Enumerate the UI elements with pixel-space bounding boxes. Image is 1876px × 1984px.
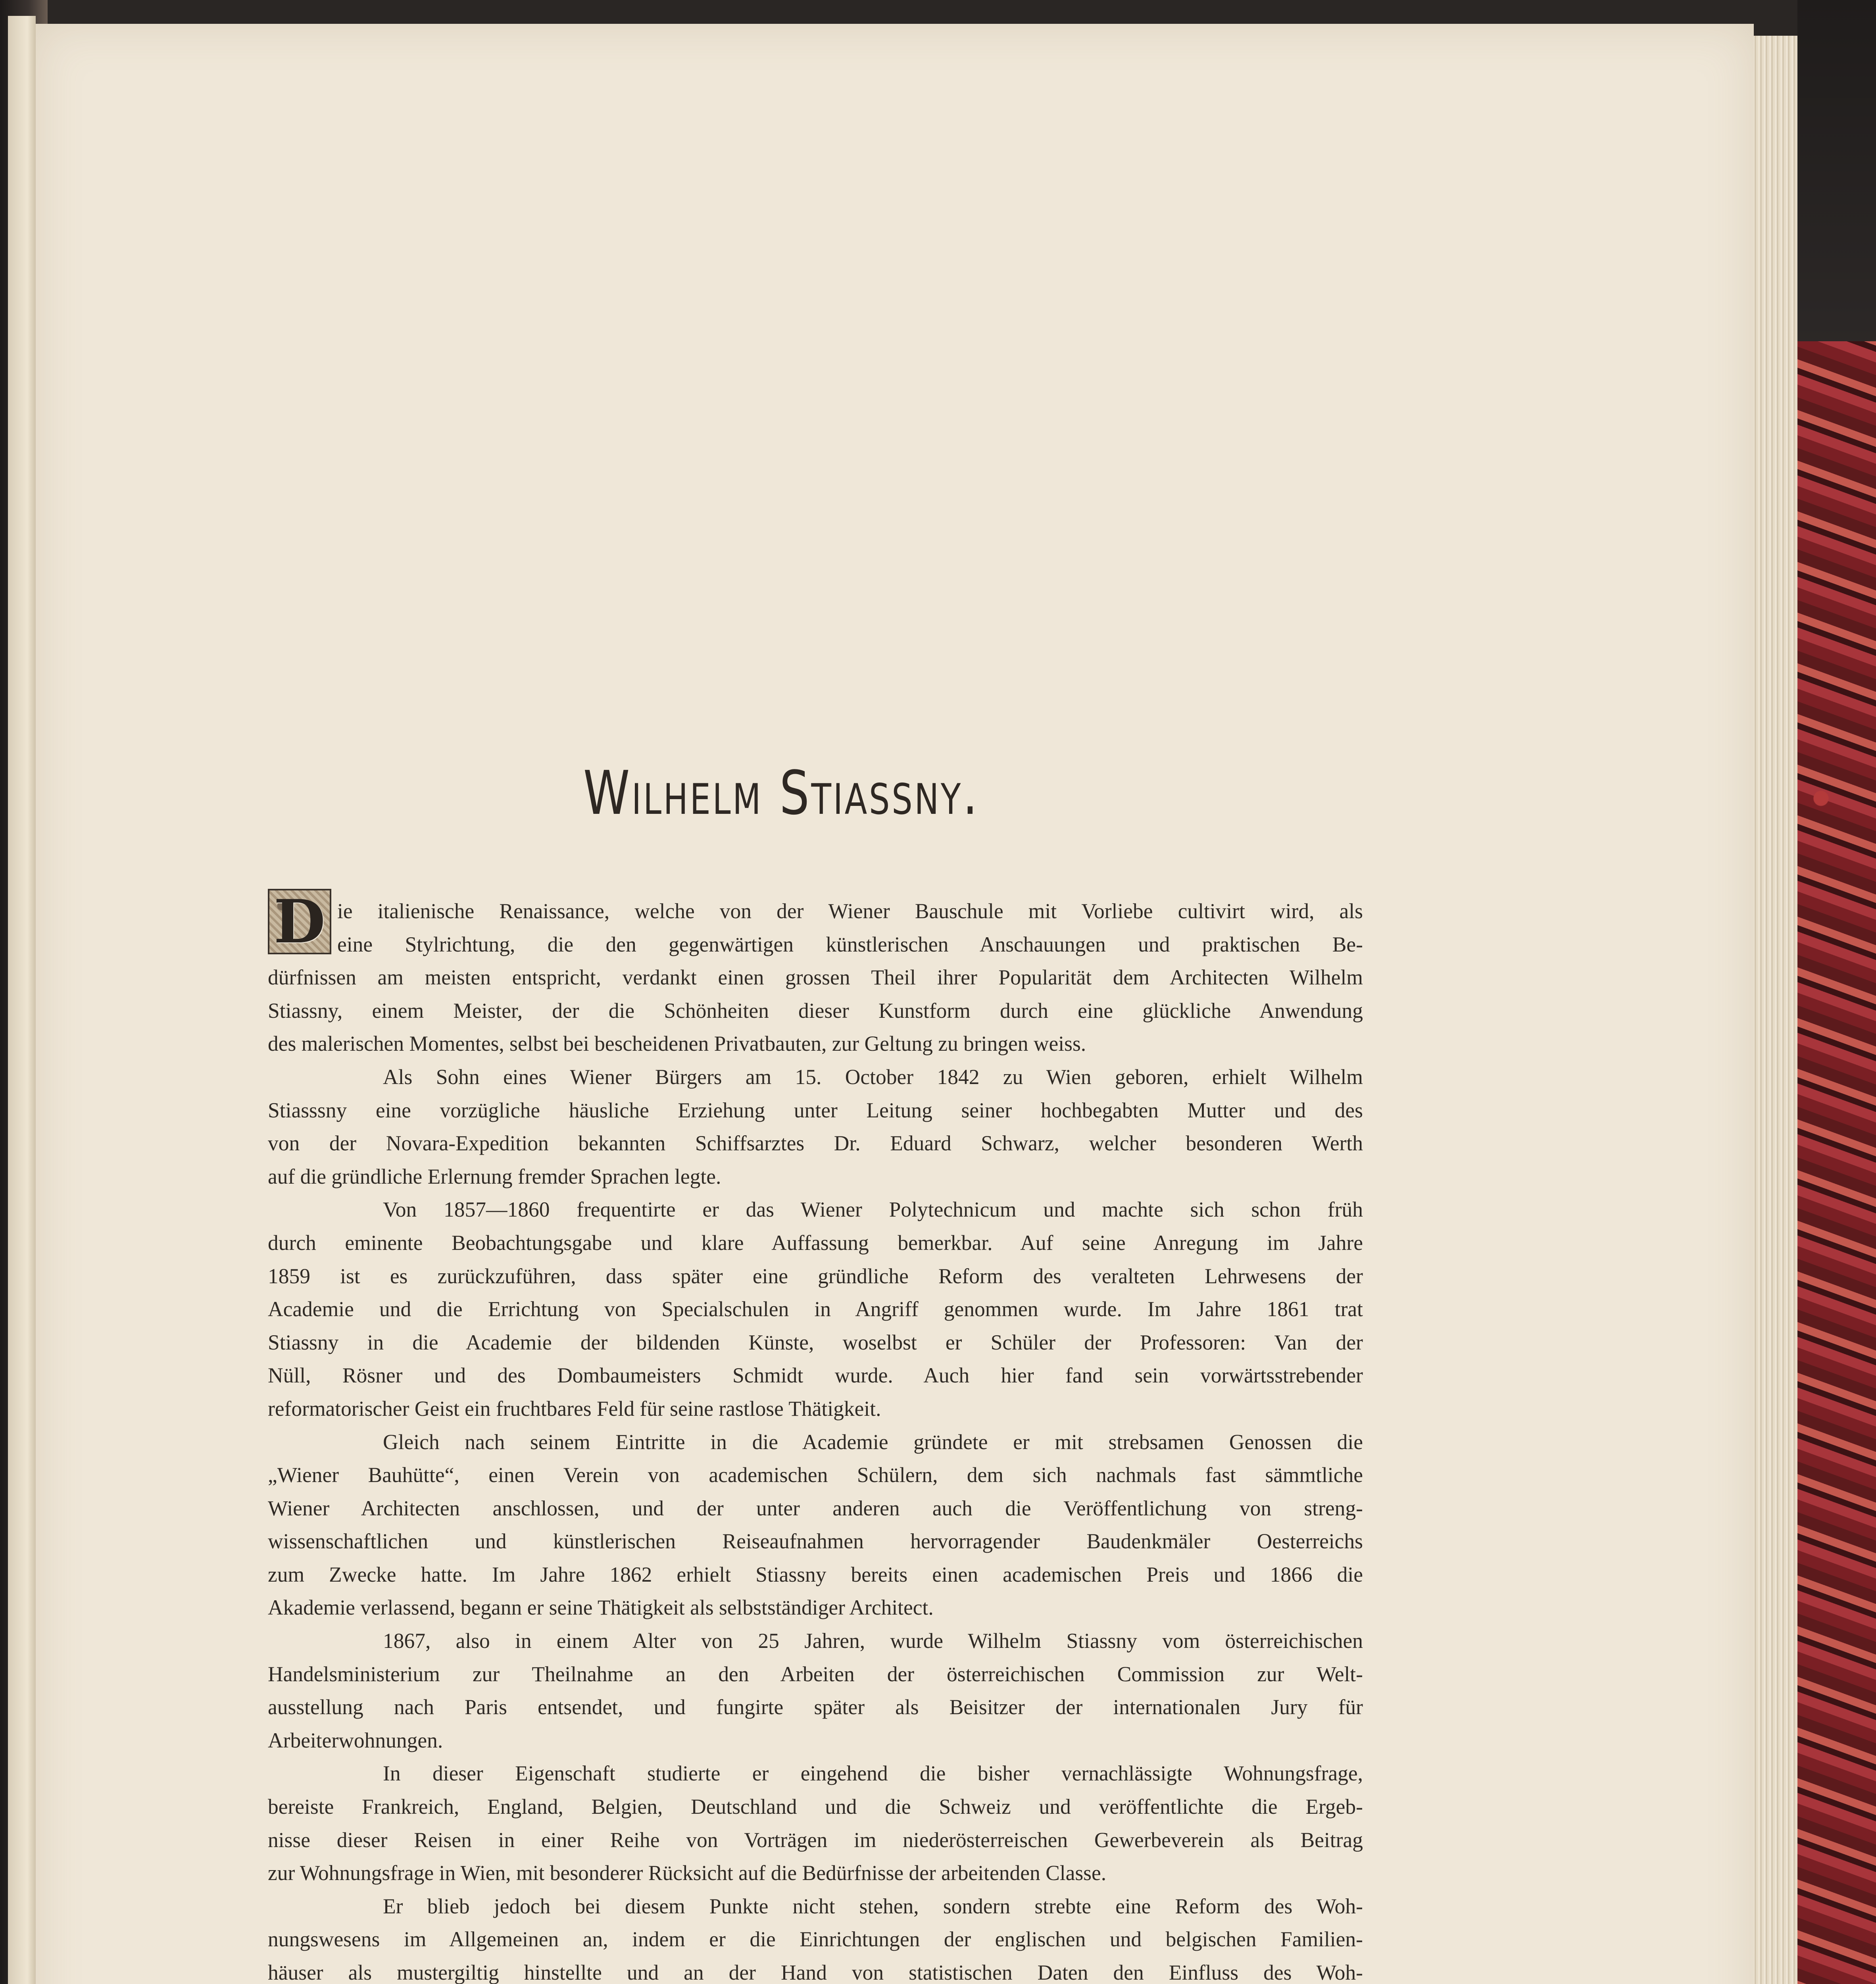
- text-line: 1859 ist es zurückzuführen, dass später eine gründliche Reform des veralteten Lehrwesens der: [268, 1264, 1363, 1288]
- text-line: 1867, also in einem Alter von 25 Jahren, wurde Wilhelm Stiassny vom österreichischen: [383, 1629, 1363, 1653]
- text-line: häuser als mustergiltig hinstellte und an der Hand von statistischen Daten den Einfluss des Woh-: [268, 1961, 1363, 1984]
- text-line: Nüll, Rösner und des Dombaumeisters Schmidt wurde. Auch hier fand sein vorwärtsstrebender: [268, 1363, 1363, 1388]
- text-line: In dieser Eigenschaft studierte er eingehend die bisher vernachlässigte Wohnungsfrage,: [383, 1761, 1363, 1786]
- marbled-endpaper: [1797, 341, 1876, 1984]
- text-line: des malerischen Momentes, selbst bei bescheidenen Privatbauten, zur Geltung zu bringen weiss.: [268, 1032, 1086, 1056]
- page-title: Wilhelm Stiassny.: [583, 758, 980, 828]
- text-line: Gleich nach seinem Eintritte in die Academie gründete er mit strebsamen Genossen die: [383, 1430, 1363, 1454]
- text-line: eine Stylrichtung, die den gegenwärtigen künstlerischen Anschauungen und praktischen Be-: [337, 932, 1363, 956]
- text-line: dürfnissen am meisten entspricht, verdankt einen grossen Theil ihrer Popularität dem Architecten Wilhelm: [268, 965, 1363, 990]
- text-line: Als Sohn eines Wiener Bürgers am 15. October 1842 zu Wien geboren, erhielt Wilhelm: [383, 1065, 1363, 1089]
- text-line: nungswesens im Allgemeinen an, indem er die Einrichtungen der englischen und belgischen Familien-: [268, 1927, 1363, 1951]
- text-line: auf die gründliche Erlernung fremder Sprachen legte.: [268, 1164, 721, 1188]
- text-line: ausstellung nach Paris entsendet, und fungirte später als Beisitzer der internationalen Jury für: [268, 1695, 1363, 1719]
- drop-cap-letter: D: [273, 886, 326, 957]
- text-line: Stiasssny eine vorzügliche häusliche Erziehung unter Leitung seiner hochbegabten Mutter und des: [268, 1098, 1363, 1122]
- text-line: Stiassny, einem Meister, der die Schönheiten dieser Kunstform durch eine glückliche Anwendung: [268, 998, 1363, 1023]
- text-line: Arbeiterwohnungen.: [268, 1728, 443, 1752]
- text-line: nisse dieser Reisen in einer Reihe von Vorträgen im niederösterreischen Gewerbeverein als Beitrag: [268, 1828, 1363, 1852]
- text-line: „Wiener Bauhütte“, einen Verein von academischen Schülern, dem sich nachmals fast sämmtliche: [268, 1463, 1363, 1487]
- text-line: Stiassny in die Academie der bildenden Künste, woselbst er Schüler der Professoren: Van der: [268, 1330, 1363, 1354]
- text-line: Academie und die Errichtung von Specialschulen in Angriff genommen wurde. Im Jahre 1861 trat: [268, 1297, 1363, 1321]
- text-line: Von 1857—1860 frequentirte er das Wiener Polytechnicum und machte sich schon früh: [383, 1198, 1363, 1222]
- body-text: [268, 895, 1363, 1984]
- previous-page-edge: [8, 16, 36, 1984]
- text-line: Akademie verlassend, begann er seine Thätigkeit als selbstständiger Architect.: [268, 1596, 934, 1620]
- text-line: Er blieb jedoch bei diesem Punkte nicht stehen, sondern strebte eine Reform des Woh-: [383, 1894, 1363, 1918]
- text-line: Handelsministerium zur Theilnahme an den Arbeiten der österreichischen Commission zur Welt-: [268, 1662, 1363, 1686]
- text-line: ie italienische Renaissance, welche von der Wiener Bauschule mit Vorliebe cultivirt wird, als: [337, 899, 1363, 923]
- text-line: zum Zwecke hatte. Im Jahre 1862 erhielt Stiassny bereits einen academischen Preis und 1866 die: [268, 1562, 1363, 1586]
- book-cover-right: [1797, 0, 1876, 349]
- text-line: reformatorischer Geist ein fruchtbares Feld für seine rastlose Thätigkeit.: [268, 1396, 881, 1421]
- text-line: von der Novara-Expedition bekannten Schiffsarztes Dr. Eduard Schwarz, welcher besonderen Werth: [268, 1131, 1363, 1155]
- text-line: bereiste Frankreich, England, Belgien, Deutschland und die Schweiz und veröffentlichte die Ergeb-: [268, 1795, 1363, 1819]
- text-line: wissenschaftlichen und künstlerischen Reiseaufnahmen hervorragender Baudenkmäler Oesterreichs: [268, 1529, 1363, 1553]
- text-line: Wiener Architecten anschlossen, und der unter anderen auch die Veröffentlichung von streng-: [268, 1496, 1363, 1520]
- text-line: zur Wohnungsfrage in Wien, mit besonderer Rücksicht auf die Bedürfnisse der arbeitenden Classe.: [268, 1861, 1107, 1885]
- text-line: durch eminente Beobachtungsgabe und klare Auffassung bemerkbar. Auf seine Anregung im Jahre: [268, 1230, 1363, 1255]
